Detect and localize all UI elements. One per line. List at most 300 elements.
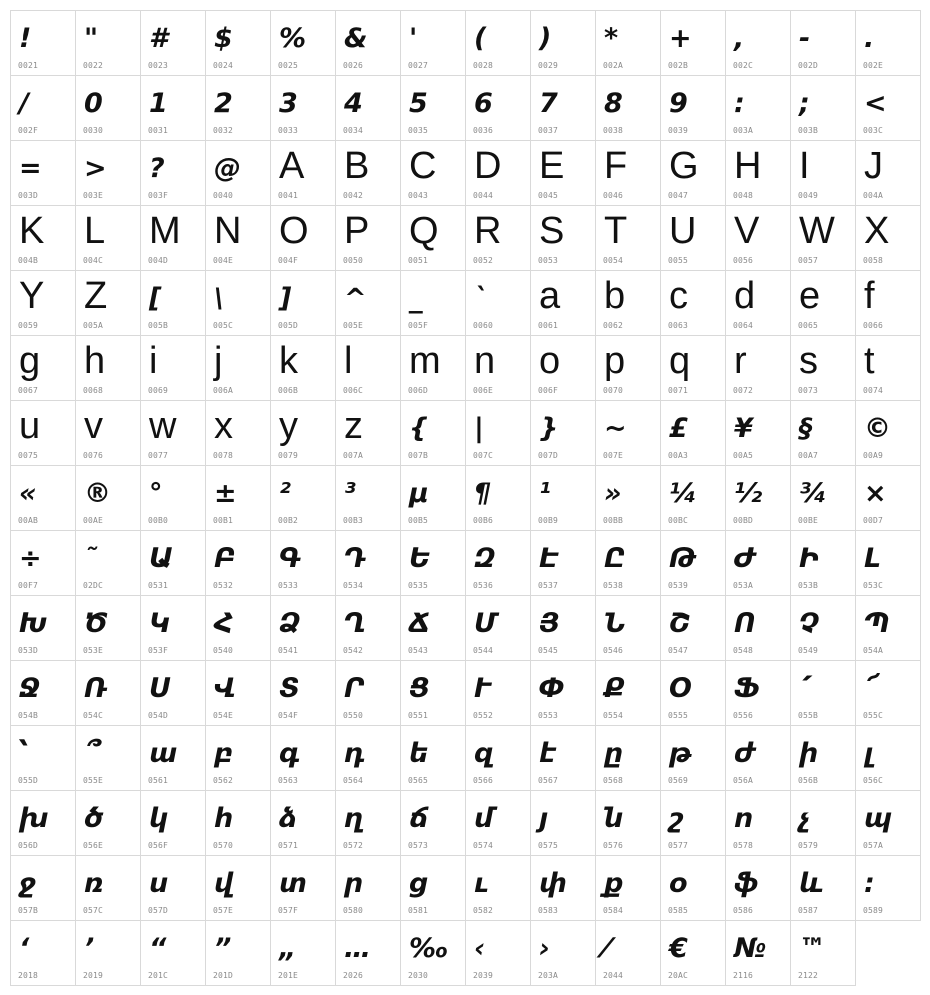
glyph-char: ^: [344, 283, 367, 314]
glyph-cell: [530, 400, 596, 466]
glyph-cell: [790, 10, 856, 76]
glyph-char: ;: [799, 88, 810, 119]
glyph-char: 3: [279, 88, 298, 119]
glyph-codepoint: 0581: [408, 906, 429, 915]
glyph-cell: [10, 790, 76, 856]
glyph-codepoint: 0053: [538, 256, 559, 265]
glyph-cell: [400, 270, 466, 336]
glyph-codepoint: 0028: [473, 61, 494, 70]
glyph-char: Ո: [734, 608, 756, 639]
glyph-char: ո: [734, 803, 754, 834]
glyph-codepoint: 0079: [278, 451, 299, 460]
glyph-cell: [335, 335, 401, 401]
glyph-char: ±: [214, 478, 237, 509]
glyph-char: g: [19, 340, 41, 382]
glyph-char: E: [539, 145, 565, 187]
glyph-char: ’: [84, 933, 95, 964]
glyph-cell: [855, 725, 921, 791]
glyph-codepoint: 0043: [408, 191, 429, 200]
glyph-char: L: [84, 210, 106, 252]
glyph-codepoint: 003E: [83, 191, 104, 200]
glyph-char: Լ: [864, 543, 881, 574]
glyph-char: ճ: [409, 803, 429, 834]
glyph-char: <: [864, 88, 887, 119]
glyph-codepoint: 2116: [733, 971, 754, 980]
glyph-codepoint: 0040: [213, 191, 234, 200]
glyph-cell: [75, 660, 141, 726]
glyph-codepoint: 0048: [733, 191, 754, 200]
glyph-char: w: [149, 405, 177, 447]
glyph-cell: [270, 725, 336, 791]
glyph-codepoint: 055C: [863, 711, 884, 720]
glyph-cell: [335, 530, 401, 596]
glyph-cell: [790, 920, 856, 986]
glyph-cell: [400, 205, 466, 271]
glyph-char: 9: [669, 88, 688, 119]
glyph-codepoint: 0542: [343, 646, 364, 655]
glyph-cell: [725, 920, 791, 986]
glyph-cell: [270, 335, 336, 401]
glyph-char: a: [539, 275, 561, 317]
glyph-codepoint: 201C: [148, 971, 169, 980]
glyph-cell: [400, 595, 466, 661]
glyph-codepoint: 053B: [798, 581, 819, 590]
glyph-cell: [270, 920, 336, 986]
glyph-codepoint: 054F: [278, 711, 299, 720]
glyph-char: I: [799, 145, 810, 187]
glyph-codepoint: 0074: [863, 386, 884, 395]
glyph-cell: [465, 465, 531, 531]
glyph-char: :: [734, 88, 745, 119]
glyph-codepoint: 0572: [343, 841, 364, 850]
glyph-codepoint: 0544: [473, 646, 494, 655]
glyph-cell: [530, 205, 596, 271]
glyph-cell: [400, 10, 466, 76]
glyph-codepoint: 2122: [798, 971, 819, 980]
glyph-char: x: [214, 405, 233, 447]
glyph-char: ժ: [734, 738, 756, 769]
glyph-cell: [660, 725, 726, 791]
glyph-char: „: [279, 933, 297, 964]
glyph-char: +: [669, 23, 692, 54]
glyph-codepoint: 003B: [798, 126, 819, 135]
glyph-codepoint: 006E: [473, 386, 494, 395]
glyph-codepoint: 056E: [83, 841, 104, 850]
glyph-codepoint: 0541: [278, 646, 299, 655]
glyph-char: օ: [669, 868, 688, 899]
glyph-codepoint: 002B: [668, 61, 689, 70]
glyph-cell: [270, 205, 336, 271]
glyph-cell: [595, 790, 661, 856]
glyph-char: t: [864, 340, 875, 382]
glyph-codepoint: 057A: [863, 841, 884, 850]
glyph-cell: [10, 335, 76, 401]
glyph-codepoint: 0045: [538, 191, 559, 200]
glyph-codepoint: 054C: [83, 711, 104, 720]
glyph-codepoint: 0035: [408, 126, 429, 135]
glyph-codepoint: 002C: [733, 61, 754, 70]
glyph-cell: [270, 270, 336, 336]
glyph-cell: [725, 205, 791, 271]
glyph-cell: [790, 140, 856, 206]
glyph-cell: [140, 205, 206, 271]
glyph-char: 0: [84, 88, 103, 119]
glyph-cell: [400, 660, 466, 726]
glyph-char: >: [84, 153, 107, 184]
glyph-char: Ի: [799, 543, 819, 574]
glyph-codepoint: 0535: [408, 581, 429, 590]
glyph-char: »: [604, 478, 622, 509]
glyph-cell: [335, 725, 401, 791]
glyph-cell: [75, 205, 141, 271]
glyph-char: e: [799, 275, 821, 317]
glyph-char: Փ: [539, 673, 564, 704]
glyph-char: ղ: [344, 803, 364, 834]
glyph-cell: [530, 660, 596, 726]
glyph-cell: [530, 920, 596, 986]
glyph-cell: [205, 595, 271, 661]
glyph-char: ¾: [799, 478, 827, 509]
glyph-codepoint: 0536: [473, 581, 494, 590]
glyph-codepoint: 0563: [278, 776, 299, 785]
glyph-char: v: [84, 405, 103, 447]
glyph-codepoint: 0034: [343, 126, 364, 135]
glyph-codepoint: 0547: [668, 646, 689, 655]
glyph-char: !: [19, 23, 32, 54]
glyph-codepoint: 0578: [733, 841, 754, 850]
glyph-codepoint: 006B: [278, 386, 299, 395]
glyph-cell: [10, 530, 76, 596]
glyph-char: D: [474, 145, 502, 187]
glyph-char: Գ: [279, 543, 301, 574]
glyph-codepoint: 0059: [18, 321, 39, 330]
glyph-cell: [205, 270, 271, 336]
glyph-char: ց: [409, 868, 429, 899]
glyph-char: Ժ: [734, 543, 756, 574]
glyph-codepoint: 0060: [473, 321, 494, 330]
glyph-char: X: [864, 210, 890, 252]
glyph-char: d: [734, 275, 756, 317]
glyph-codepoint: 0057: [798, 256, 819, 265]
glyph-codepoint: 0531: [148, 581, 169, 590]
glyph-codepoint: 0539: [668, 581, 689, 590]
glyph-char: J: [864, 145, 883, 187]
glyph-cell: [10, 595, 76, 661]
glyph-cell: [10, 205, 76, 271]
glyph-codepoint: 0550: [343, 711, 364, 720]
glyph-codepoint: 2030: [408, 971, 429, 980]
glyph-char: -: [799, 23, 811, 54]
glyph-codepoint: 004D: [148, 256, 169, 265]
glyph-char: ‰: [409, 933, 449, 964]
glyph-codepoint: 053F: [148, 646, 169, 655]
glyph-codepoint: 0068: [83, 386, 104, 395]
glyph-codepoint: 0582: [473, 906, 494, 915]
glyph-codepoint: 0585: [668, 906, 689, 915]
glyph-char: _: [409, 283, 423, 314]
glyph-cell: [140, 595, 206, 661]
glyph-char: Զ: [474, 543, 497, 574]
glyph-cell: [270, 10, 336, 76]
glyph-cell: [790, 75, 856, 141]
glyph-char: ©: [864, 413, 891, 444]
glyph-char: u: [19, 405, 41, 447]
glyph-cell: [660, 75, 726, 141]
glyph-char: Կ: [149, 608, 171, 639]
glyph-cell: [725, 725, 791, 791]
glyph-char: U: [669, 210, 697, 252]
glyph-char: q: [669, 340, 691, 382]
glyph-char: @: [214, 153, 241, 184]
glyph-cell: [465, 400, 531, 466]
glyph-cell: [335, 140, 401, 206]
glyph-char: է: [539, 738, 556, 769]
glyph-char: ~: [604, 413, 627, 444]
glyph-cell: [855, 855, 921, 921]
glyph-codepoint: 0566: [473, 776, 494, 785]
glyph-cell: [270, 465, 336, 531]
glyph-codepoint: 054B: [18, 711, 39, 720]
glyph-codepoint: 056D: [18, 841, 39, 850]
glyph-cell: [400, 465, 466, 531]
glyph-cell: [205, 140, 271, 206]
glyph-codepoint: 0054: [603, 256, 624, 265]
glyph-cell: [855, 140, 921, 206]
glyph-cell: [205, 530, 271, 596]
glyph-codepoint: 00BB: [603, 516, 624, 525]
glyph-codepoint: 0033: [278, 126, 299, 135]
glyph-char: §: [799, 413, 813, 444]
glyph-cell: [140, 790, 206, 856]
glyph-cell: [205, 725, 271, 791]
glyph-codepoint: 00D7: [863, 516, 884, 525]
glyph-cell: [595, 725, 661, 791]
glyph-cell: [10, 855, 76, 921]
glyph-cell: [855, 465, 921, 531]
glyph-cell: [530, 855, 596, 921]
glyph-char: ջ: [19, 868, 37, 899]
glyph-cell: [465, 10, 531, 76]
glyph-codepoint: 005A: [83, 321, 104, 330]
glyph-char: ՝: [19, 738, 29, 769]
glyph-codepoint: 004B: [18, 256, 39, 265]
glyph-cell: [270, 400, 336, 466]
glyph-cell: [660, 530, 726, 596]
glyph-cell: [75, 10, 141, 76]
glyph-cell: [660, 10, 726, 76]
glyph-cell: [855, 10, 921, 76]
glyph-cell: [855, 205, 921, 271]
glyph-codepoint: 0038: [603, 126, 624, 135]
glyph-codepoint: 0546: [603, 646, 624, 655]
glyph-char: k: [279, 340, 298, 382]
glyph-cell: [855, 270, 921, 336]
glyph-char: A: [279, 145, 305, 187]
glyph-char: զ: [474, 738, 494, 769]
glyph-char: Օ: [669, 673, 692, 704]
glyph-codepoint: 0077: [148, 451, 169, 460]
glyph-char: ¶: [474, 478, 492, 509]
glyph-char: l: [344, 340, 353, 382]
glyph-cell: [400, 855, 466, 921]
glyph-char: Ե: [409, 543, 431, 574]
glyph-codepoint: 004F: [278, 256, 299, 265]
glyph-codepoint: 007B: [408, 451, 429, 460]
glyph-codepoint: 0044: [473, 191, 494, 200]
glyph-codepoint: 004C: [83, 256, 104, 265]
glyph-char: Չ: [799, 608, 820, 639]
glyph-cell: [205, 75, 271, 141]
glyph-codepoint: 0534: [343, 581, 364, 590]
glyph-char: P: [344, 210, 370, 252]
glyph-cell: [205, 790, 271, 856]
glyph-codepoint: 054D: [148, 711, 169, 720]
glyph-char: j: [214, 340, 223, 382]
glyph-codepoint: 0076: [83, 451, 104, 460]
glyph-cell: [465, 530, 531, 596]
glyph-cell: [465, 335, 531, 401]
glyph-char: ”: [214, 933, 232, 964]
glyph-codepoint: 006C: [343, 386, 364, 395]
glyph-codepoint: 0073: [798, 386, 819, 395]
glyph-codepoint: 203A: [538, 971, 559, 980]
glyph-char: °: [149, 478, 163, 509]
glyph-codepoint: 006A: [213, 386, 234, 395]
glyph-cell: [530, 725, 596, 791]
glyph-codepoint: 00B2: [278, 516, 299, 525]
glyph-char: G: [669, 145, 699, 187]
glyph-codepoint: 02DC: [83, 581, 104, 590]
glyph-char: ‹: [474, 933, 486, 964]
glyph-codepoint: 0540: [213, 646, 234, 655]
glyph-char: ,: [734, 23, 745, 54]
glyph-char: խ: [19, 803, 49, 834]
glyph-codepoint: 005E: [343, 321, 364, 330]
glyph-char: մ: [474, 803, 494, 834]
glyph-char: B: [344, 145, 370, 187]
glyph-char: Յ: [539, 608, 560, 639]
glyph-cell: [790, 465, 856, 531]
glyph-codepoint: 055D: [18, 776, 39, 785]
glyph-cell: [205, 855, 271, 921]
glyph-char: Մ: [474, 608, 498, 639]
glyph-codepoint: 201D: [213, 971, 234, 980]
glyph-codepoint: 054A: [863, 646, 884, 655]
glyph-codepoint: 002F: [18, 126, 39, 135]
glyph-char: ՜: [864, 673, 876, 704]
glyph-cell: [660, 205, 726, 271]
glyph-cell: [335, 75, 401, 141]
glyph-char: Ղ: [344, 608, 366, 639]
glyph-codepoint: 055B: [798, 711, 819, 720]
glyph-char: *: [604, 23, 619, 54]
glyph-cell: [790, 790, 856, 856]
glyph-char: Ձ: [279, 608, 301, 639]
glyph-char: ձ: [279, 803, 298, 834]
glyph-char: &: [344, 23, 368, 54]
glyph-cell: [75, 920, 141, 986]
glyph-char: փ: [539, 868, 568, 899]
glyph-codepoint: 053E: [83, 646, 104, 655]
glyph-codepoint: 0064: [733, 321, 754, 330]
glyph-cell: [790, 270, 856, 336]
glyph-char: ³: [344, 478, 356, 509]
glyph-cell: [10, 920, 76, 986]
glyph-codepoint: 0025: [278, 61, 299, 70]
glyph-cell: [335, 400, 401, 466]
glyph-cell: [465, 270, 531, 336]
glyph-cell: [75, 75, 141, 141]
glyph-cell: [75, 725, 141, 791]
glyph-char: r: [734, 340, 747, 382]
glyph-codepoint: 0072: [733, 386, 754, 395]
glyph-codepoint: 0553: [538, 711, 559, 720]
glyph-cell: [270, 660, 336, 726]
glyph-char: ¹: [539, 478, 551, 509]
glyph-char: ¼: [669, 478, 697, 509]
glyph-cell: [465, 75, 531, 141]
glyph-codepoint: 00A5: [733, 451, 754, 460]
glyph-cell: [400, 530, 466, 596]
glyph-char: ': [409, 23, 418, 54]
glyph-codepoint: 0058: [863, 256, 884, 265]
glyph-codepoint: 0075: [18, 451, 39, 460]
glyph-cell: [725, 270, 791, 336]
glyph-cell: [205, 10, 271, 76]
glyph-cell: [205, 660, 271, 726]
glyph-cell: [400, 400, 466, 466]
glyph-cell: [335, 790, 401, 856]
glyph-char: Ռ: [84, 673, 108, 704]
glyph-char: Հ: [214, 608, 234, 639]
glyph-cell: [140, 335, 206, 401]
glyph-char: 6: [474, 88, 493, 119]
glyph-codepoint: 0545: [538, 646, 559, 655]
glyph-char: …: [344, 933, 371, 964]
glyph-codepoint: 0568: [603, 776, 624, 785]
glyph-char: ն: [604, 803, 624, 834]
glyph-cell: [270, 140, 336, 206]
glyph-char: O: [279, 210, 309, 252]
glyph-codepoint: 0551: [408, 711, 429, 720]
glyph-codepoint: 002D: [798, 61, 819, 70]
glyph-char: ե: [409, 738, 429, 769]
glyph-codepoint: 0580: [343, 906, 364, 915]
glyph-codepoint: 003D: [18, 191, 39, 200]
glyph-char: $: [214, 23, 233, 54]
glyph-codepoint: 00B0: [148, 516, 169, 525]
glyph-cell: [660, 140, 726, 206]
glyph-cell: [790, 660, 856, 726]
glyph-codepoint: 0052: [473, 256, 494, 265]
glyph-cell: [660, 855, 726, 921]
glyph-char: Z: [84, 275, 108, 317]
glyph-cell: [530, 335, 596, 401]
glyph-codepoint: 0589: [863, 906, 884, 915]
glyph-codepoint: 0579: [798, 841, 819, 850]
glyph-codepoint: 0049: [798, 191, 819, 200]
glyph-cell: [335, 10, 401, 76]
glyph-codepoint: 005F: [408, 321, 429, 330]
glyph-codepoint: 0029: [538, 61, 559, 70]
glyph-codepoint: 057E: [213, 906, 234, 915]
glyph-char: 8: [604, 88, 623, 119]
glyph-codepoint: 00B3: [343, 516, 364, 525]
glyph-cell: [75, 400, 141, 466]
glyph-char: հ: [214, 803, 234, 834]
glyph-codepoint: 0586: [733, 906, 754, 915]
glyph-cell: [790, 725, 856, 791]
